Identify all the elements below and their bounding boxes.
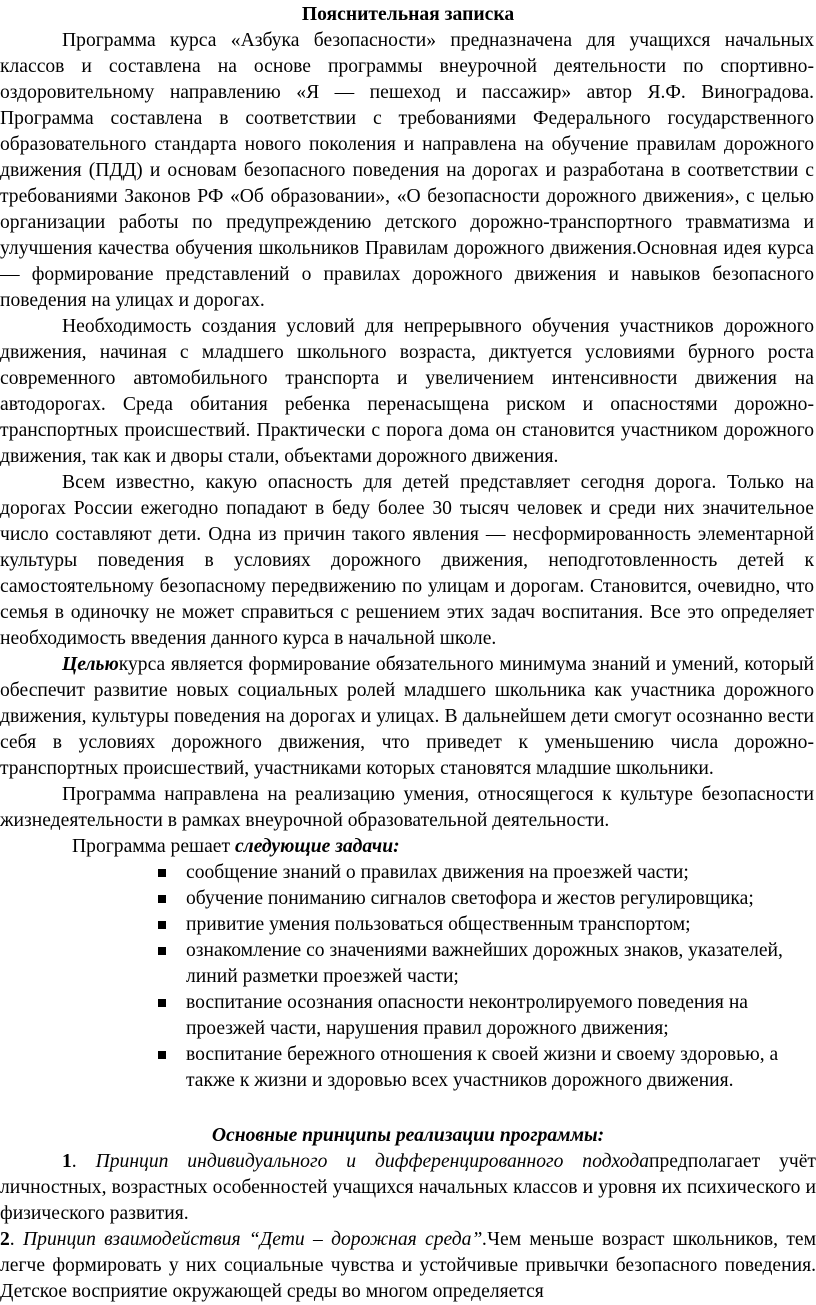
tasks-list	[0, 860, 816, 1094]
list-item	[186, 938, 816, 990]
paragraph-danger: Всем известно, какую опасность для детей представляет сегодня дорога. Только на дорогах России ежегодно попадают в беду более 30 тысяч человек и среди них значительное число составляют дети. Одна из причин такого явления — несформированность элементарной культуры поведения в условиях дорожного движения, неподготовленность детей к самостоятельному безопасному передвижению по улицам и дорогам. Становится, очевидно, что семья в одиночку не может справиться с решением этих задач воспитания. Все это определяет необходимость введения данного курса в начальной школе.	[0, 472, 814, 649]
square-bullet-icon	[158, 1051, 166, 1059]
paragraph-goal	[0, 652, 816, 782]
tasks-intro	[0, 834, 816, 860]
paragraph-direction: Программа направлена на реализацию умения, относящегося к культуре безопасности жизнедеятельности в рамках внеурочной образовательной деятельности.	[0, 784, 814, 831]
task-text: ознакомление со значениями важнейших дорожных знаков, указателей, линий разметки проезжей части;	[186, 940, 783, 987]
square-bullet-icon	[158, 947, 166, 955]
principle-separator: .	[71, 1151, 96, 1172]
square-bullet-icon	[158, 869, 166, 877]
goal-text: курса является формирование обязательного минимума знаний и умений, который обеспечит развитие новых социальных ролей младшего школьника как участника дорожного движения, культуры поведения на дорогах и улицах. В дальнейшем дети смогут осознанно вести себя в условиях дорожного движения, что приведет к уменьшению числа дорожно-транспортных происшествий, участниками которых становятся младшие школьники.	[0, 654, 814, 779]
task-text: привитие умения пользоваться общественным транспортом;	[186, 914, 691, 935]
principle-number: 2	[0, 1229, 10, 1250]
principle-text: Чем меньше возраст школьников, тем легче формировать у них социальные чувства и устойчивые привычки безопасного поведения. Детское восприятие окружающей среды во многом определяется	[0, 1229, 816, 1302]
task-text: воспитание бережного отношения к своей жизни и своему здоровью, а также к жизни и здоровью всех участников дорожного движения.	[186, 1044, 779, 1091]
goal-lead: Целью	[62, 654, 119, 675]
principle-name: Принцип взаимодействия “Дети – дорожная среда”.	[23, 1229, 488, 1250]
square-bullet-icon	[158, 921, 166, 929]
paragraph-intro: Программа курса «Азбука безопасности» предназначена для учащихся начальных классов и составлена на основе программы внеурочной деятельности по спортивно-оздоровительному направлению «Я — пешеход и пассажир» автор Я.Ф. Виноградова. Программа составлена в соответствии с требованиями Федерального государственного образовательного стандарта нового поколения и направлена на обучение правилам дорожного движения (ПДД) и основам безопасного поведения на дорогах и разработана в соответствии с требованиями Законов РФ «Об образовании», «О безопасности дорожного движения», с целью организации работы по предупреждению детского дорожно-транспортного травматизма и улучшения качества обучения школьников Правилам дорожного движения.Основная идея курса — формирование представлений о правилах дорожного движения и навыков безопасного поведения на улицах и дорогах.	[0, 30, 814, 311]
task-text: воспитание осознания опасности неконтролируемого поведения на проезжей части, нарушения правил дорожного движения;	[186, 992, 748, 1039]
paragraph-necessity: Необходимость создания условий для непрерывного обучения участников дорожного движения, начиная с младшего школьного возраста, диктуется условиями бурного роста современного автомобильного транспорта и увеличением интенсивности движения на автодорогах. Среда обитания ребенка перенасыщена риском и опасностями дорожно-транспортных происшествий. Практически с порога дома он становится участником дорожного движения, так как и дворы стали, объектами дорожного движения.	[0, 316, 814, 467]
list-item	[186, 860, 816, 886]
principle-separator: .	[9, 1229, 24, 1250]
principle-2	[0, 1227, 816, 1305]
task-text: обучение пониманию сигналов светофора и жестов регулировщика;	[186, 888, 754, 909]
task-text: сообщение знаний о правилах движения на проезжей части;	[186, 862, 689, 883]
list-item	[186, 886, 816, 912]
tasks-intro-emph: следующие задачи:	[234, 836, 400, 857]
principle-text: предполагает учёт личностных, возрастных особенностей учащихся начальных классов и уровня их психического и физического развития.	[0, 1151, 816, 1224]
list-item	[186, 912, 816, 938]
tasks-intro-lead: Программа решает	[72, 836, 235, 857]
list-item	[186, 990, 816, 1042]
principle-1	[0, 1149, 816, 1227]
principle-name: Принцип индивидуального и дифференцированного подхода	[95, 1151, 650, 1172]
square-bullet-icon	[158, 999, 166, 1007]
square-bullet-icon	[158, 895, 166, 903]
document-title: Пояснительная записка	[301, 4, 515, 25]
list-item	[186, 1042, 816, 1094]
principle-number: 1	[62, 1151, 72, 1172]
section-title: Основные принципы реализации программы:	[211, 1125, 605, 1146]
